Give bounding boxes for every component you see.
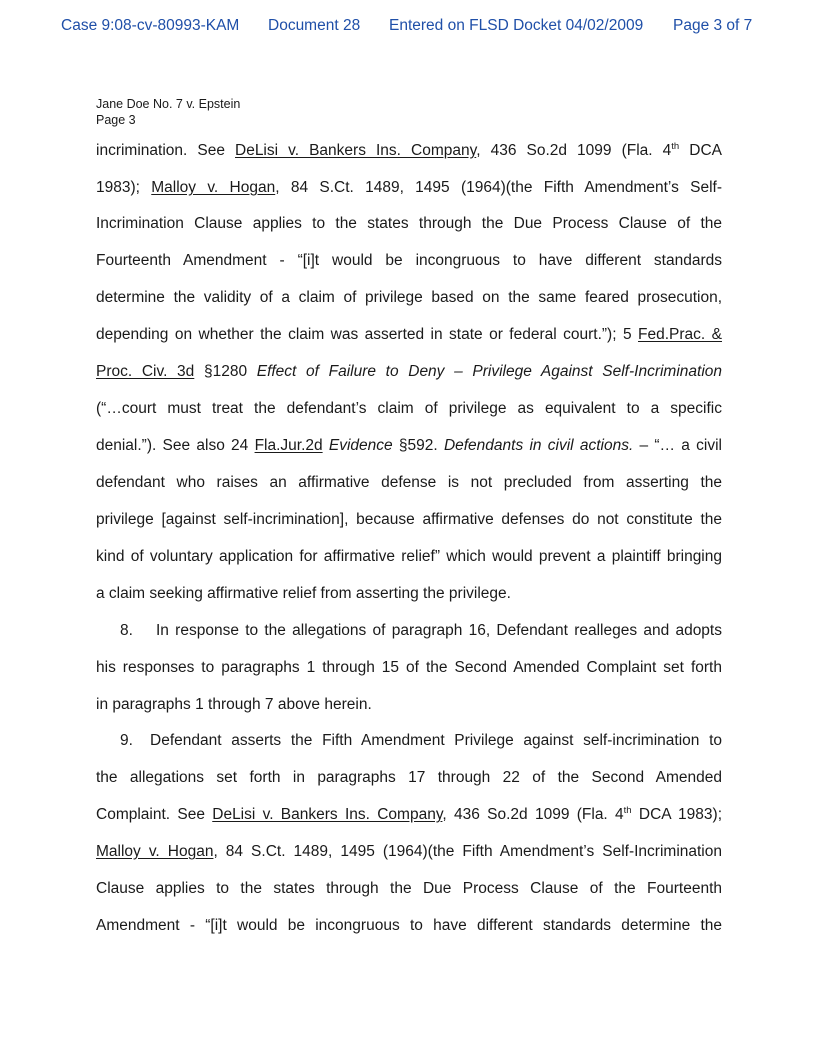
body-line-13: a claim seeking affirmative relief from asserting the privilege.: [96, 585, 511, 602]
body-line-4: Fourteenth Amendment - “[i]t would be incongruous to have different standards: [96, 252, 722, 269]
paragraph-9-line-2: the allegations set forth in paragraphs 17 through 22 of the Second Amended: [96, 769, 722, 786]
paragraph-9-line-5: Clause applies to the states through the Due Process Clause of the Fourteenth: [96, 880, 722, 897]
treatise-citation: Fed.Prac. &: [638, 326, 722, 343]
docket-entry-date: Entered on FLSD Docket 04/02/2009: [389, 17, 644, 34]
page-label: Page 3: [96, 113, 136, 127]
paragraph-number-9: 9.: [120, 732, 133, 749]
treatise-citation: Proc. Civ. 3d: [96, 363, 195, 380]
body-line-8: (“…court must treat the defendant’s claim of privilege as equivalent to a specific: [96, 400, 722, 417]
case-citation: DeLisi v. Bankers Ins. Company: [212, 806, 443, 823]
docket-stamp: [0, 17, 816, 39]
body-line-12: kind of voluntary application for affirmative relief” which would prevent a plaintiff bringing: [96, 548, 722, 565]
paragraph-8-line-2: his responses to paragraphs 1 through 15 of the Second Amended Complaint set forth: [96, 659, 722, 676]
document-number: Document 28: [268, 17, 361, 34]
body-line-6: depending on whether the claim was asserted in state or federal court.”); 5 Fed.Prac. &: [96, 326, 722, 343]
case-number: Case 9:08-cv-80993-KAM: [61, 17, 240, 34]
body-line-10: defendant who raises an affirmative defense is not precluded from asserting the: [96, 474, 722, 491]
case-caption: Jane Doe No. 7 v. Epstein: [96, 97, 241, 111]
body-line-11: privilege [against self-incrimination], because affirmative defenses do not constitute the: [96, 511, 722, 528]
paragraph-number-8: 8.: [120, 622, 133, 639]
case-citation: Malloy v. Hogan: [151, 179, 276, 196]
paragraph-9-line-4: Malloy v. Hogan, 84 S.Ct. 1489, 1495 (1964)(the Fifth Amendment’s Self-Incrimination: [96, 843, 722, 860]
paragraph-9-line-6: Amendment - “[i]t would be incongruous to have different standards determine the: [96, 917, 722, 934]
paragraph-8-line-3: in paragraphs 1 through 7 above herein.: [96, 696, 372, 713]
page-of-total: Page 3 of 7: [673, 17, 753, 34]
body-line-2: 1983); Malloy v. Hogan, 84 S.Ct. 1489, 1495 (1964)(the Fifth Amendment’s Self-: [96, 179, 722, 196]
case-citation: DeLisi v. Bankers Ins. Company: [235, 142, 477, 159]
body-line-5: determine the validity of a claim of privilege based on the same feared prosecution,: [96, 289, 722, 306]
paragraph-9-line-3: Complaint. See DeLisi v. Bankers Ins. Company, 436 So.2d 1099 (Fla. 4th DCA 1983);: [96, 805, 722, 823]
body-line-7: Proc. Civ. 3d §1280 Effect of Failure to Deny – Privilege Against Self-Incrimination: [96, 363, 723, 380]
paragraph-9-line-1: Defendant asserts the Fifth Amendment Privilege against self-incrimination to: [150, 732, 722, 749]
body-line-3: Incrimination Clause applies to the states through the Due Process Clause of the: [96, 215, 722, 232]
treatise-citation: Fla.Jur.2d: [254, 437, 323, 454]
paragraph-8-line-1: In response to the allegations of paragraph 16, Defendant realleges and adopts: [156, 622, 722, 639]
body-line-9: denial.”). See also 24 Fla.Jur.2d Evidence §592. Defendants in civil actions. – “… a civil: [96, 437, 723, 454]
case-citation: Malloy v. Hogan: [96, 843, 214, 860]
body-line-1: incrimination. See DeLisi v. Bankers Ins. Company, 436 So.2d 1099 (Fla. 4th DCA: [96, 141, 722, 159]
